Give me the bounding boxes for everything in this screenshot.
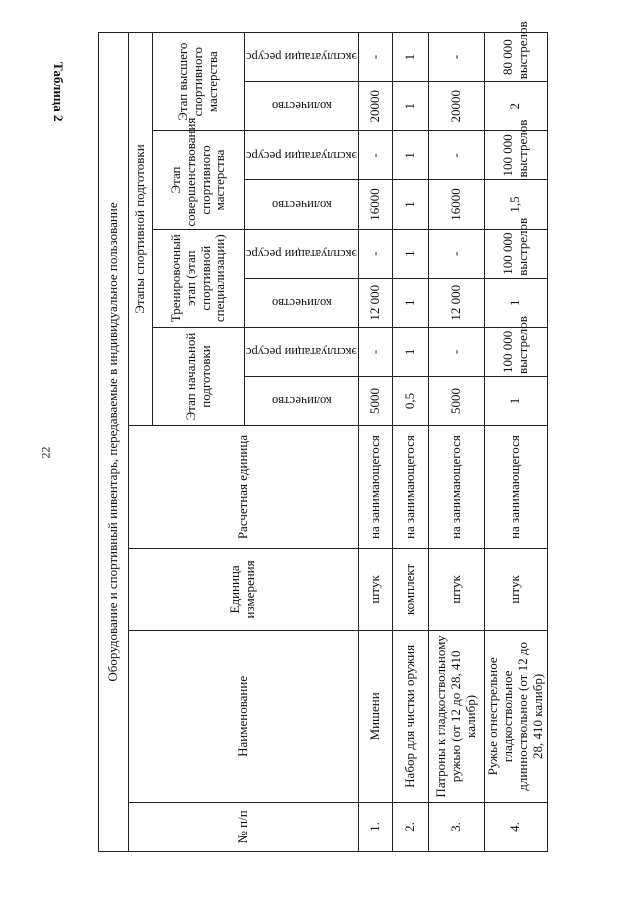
cell-qty-highest: 20000 bbox=[358, 82, 392, 131]
cell-res-initial: - bbox=[428, 327, 484, 376]
cell-res-highest: - bbox=[428, 33, 484, 82]
row-calc: на занимающегося bbox=[484, 426, 547, 549]
equipment-table bbox=[98, 21, 548, 852]
cell-qty-highest: 20000 bbox=[428, 82, 484, 131]
res-header bbox=[245, 327, 359, 376]
row-num: 1. bbox=[358, 802, 392, 851]
res-label: эксплуатации ресурс bbox=[246, 246, 357, 261]
calc-unit-header: Расчетная единица bbox=[129, 426, 359, 549]
row-calc: на занимающегося bbox=[428, 426, 484, 549]
table-row bbox=[392, 33, 428, 852]
cell-res-training: 1 bbox=[392, 229, 428, 278]
row-unit: штук bbox=[428, 548, 484, 630]
cell-qty-improvement: 16000 bbox=[358, 180, 392, 229]
cell-qty-initial: 5000 bbox=[428, 376, 484, 425]
res-label: эксплуатации ресурс bbox=[246, 148, 357, 163]
cell-res-improvement: - bbox=[428, 131, 484, 180]
cell-qty-training: 12 000 bbox=[428, 278, 484, 327]
page-number: 22 bbox=[38, 446, 53, 459]
row-unit: штук bbox=[484, 548, 547, 630]
cell-qty-training: 1 bbox=[484, 278, 547, 327]
qty-label: количество bbox=[271, 394, 332, 409]
cell-qty-highest: 1 bbox=[392, 82, 428, 131]
table-row bbox=[358, 33, 392, 852]
table-caption: Таблица 2 bbox=[51, 62, 66, 122]
row-calc: на занимающегося bbox=[358, 426, 392, 549]
row-num: 4. bbox=[484, 802, 547, 851]
stage-highest: Этап высшего спортивного мастерства bbox=[153, 33, 245, 131]
group-header-row bbox=[99, 33, 129, 852]
row-num: 2. bbox=[392, 802, 428, 851]
cell-qty-training: 12 000 bbox=[358, 278, 392, 327]
cell-res-initial: 1 bbox=[392, 327, 428, 376]
cell-qty-highest: 2 bbox=[484, 82, 547, 131]
cell-qty-initial: 0,5 bbox=[392, 376, 428, 425]
row-name: Ружье огнестрельное гладкоствольное длинноствольное (от 12 до 28, 410 калибр) bbox=[484, 630, 547, 802]
cell-res-improvement: - bbox=[358, 131, 392, 180]
qty-header bbox=[245, 180, 359, 229]
cell-qty-initial: 5000 bbox=[358, 376, 392, 425]
cell-res-training: - bbox=[428, 229, 484, 278]
rotated-table-container bbox=[98, 21, 545, 852]
row-unit: штук bbox=[358, 548, 392, 630]
cell-qty-improvement: 1,5 bbox=[484, 180, 547, 229]
cell-res-highest: 1 bbox=[392, 33, 428, 82]
res-header bbox=[245, 131, 359, 180]
res-header bbox=[245, 229, 359, 278]
cell-qty-improvement: 16000 bbox=[428, 180, 484, 229]
table-row bbox=[484, 33, 547, 852]
row-name: Набор для чистки оружия bbox=[392, 630, 428, 802]
res-header bbox=[245, 33, 359, 82]
stages-header-row bbox=[129, 33, 153, 852]
qty-header bbox=[245, 278, 359, 327]
cell-res-training: - bbox=[358, 229, 392, 278]
cell-res-highest: - bbox=[358, 33, 392, 82]
stage-improvement: Этап совершенствования спортивного мастерства bbox=[153, 131, 245, 229]
cell-res-highest: 80 000 выстрелов bbox=[484, 33, 547, 82]
name-header: Наименование bbox=[129, 630, 359, 802]
cell-res-initial: 100 000 выстрелов bbox=[484, 327, 547, 376]
cell-res-initial: - bbox=[358, 327, 392, 376]
group-header: Оборудование и спортивный инвентарь, передаваемые в индивидуальное пользование bbox=[99, 33, 129, 852]
qty-header bbox=[245, 376, 359, 425]
res-label: эксплуатации ресурс bbox=[246, 345, 357, 360]
row-calc: на занимающегося bbox=[392, 426, 428, 549]
cell-res-training: 100 000 выстрелов bbox=[484, 229, 547, 278]
stage-training: Тренировочный этап (этап спортивной специализации) bbox=[153, 229, 245, 327]
qty-label: количество bbox=[271, 197, 332, 212]
cell-qty-training: 1 bbox=[392, 278, 428, 327]
table-row bbox=[428, 33, 484, 852]
res-label: эксплуатации ресурс bbox=[246, 50, 357, 65]
row-name: Патроны к гладкоствольному ружью (от 12 до 28, 410 калибр) bbox=[428, 630, 484, 802]
stage-initial: Этап начальной подготовки bbox=[153, 327, 245, 425]
qty-label: количество bbox=[271, 99, 332, 114]
cell-res-improvement: 1 bbox=[392, 131, 428, 180]
row-unit: комплект bbox=[392, 548, 428, 630]
unit-header: Единица измерения bbox=[129, 548, 359, 630]
cell-qty-initial: 1 bbox=[484, 376, 547, 425]
stages-group-header: Этапы спортивной подготовки bbox=[129, 33, 153, 426]
num-header: № п/п bbox=[129, 802, 359, 851]
cell-res-improvement: 100 000 выстрелов bbox=[484, 131, 547, 180]
cell-qty-improvement: 1 bbox=[392, 180, 428, 229]
row-name: Мишени bbox=[358, 630, 392, 802]
qty-label: количество bbox=[271, 295, 332, 310]
qty-header bbox=[245, 82, 359, 131]
row-num: 3. bbox=[428, 802, 484, 851]
